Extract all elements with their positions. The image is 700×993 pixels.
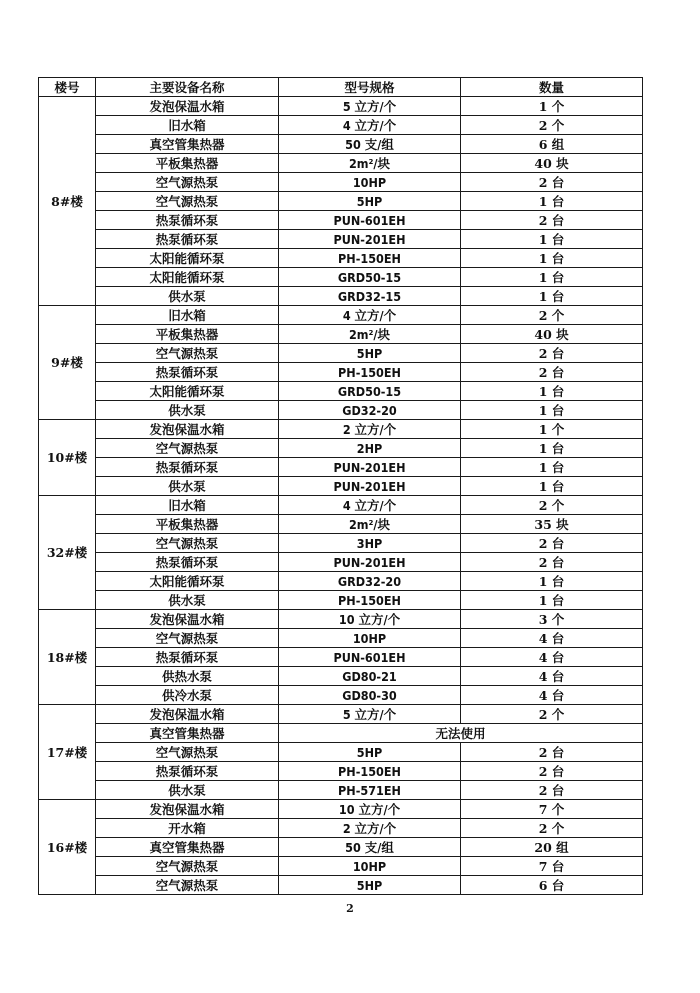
equipment-name-cell: 平板集热器 <box>96 154 279 173</box>
building-cell: 18#楼 <box>39 610 96 705</box>
quantity-cell: 20 组 <box>461 838 643 857</box>
equipment-name-cell: 太阳能循环泵 <box>96 268 279 287</box>
equipment-name-cell: 供水泵 <box>96 287 279 306</box>
table-row <box>39 249 643 268</box>
quantity-cell: 1 台 <box>461 439 643 458</box>
model-spec-cell: 5HP <box>279 344 461 363</box>
quantity-cell: 2 台 <box>461 553 643 572</box>
model-spec-cell: 50 支/组 <box>279 135 461 154</box>
table-row <box>39 135 643 154</box>
equipment-name-cell: 热泵循环泵 <box>96 230 279 249</box>
table-row <box>39 325 643 344</box>
model-spec-cell: 4 立方/个 <box>279 496 461 515</box>
equipment-name-cell: 太阳能循环泵 <box>96 249 279 268</box>
table-row <box>39 648 643 667</box>
equipment-name-cell: 发泡保温水箱 <box>96 610 279 629</box>
model-spec-cell: GRD50-15 <box>279 382 461 401</box>
quantity-cell: 1 台 <box>461 287 643 306</box>
equipment-name-cell: 供水泵 <box>96 781 279 800</box>
equipment-table <box>38 77 643 895</box>
building-cell: 9#楼 <box>39 306 96 420</box>
quantity-cell: 1 台 <box>461 268 643 287</box>
equipment-name-cell: 热泵循环泵 <box>96 648 279 667</box>
table-row <box>39 876 643 895</box>
quantity-cell: 7 台 <box>461 857 643 876</box>
equipment-name-cell: 空气源热泵 <box>96 534 279 553</box>
quantity-cell: 1 台 <box>461 477 643 496</box>
quantity-cell: 4 台 <box>461 648 643 667</box>
table-row <box>39 838 643 857</box>
model-spec-cell: 10 立方/个 <box>279 800 461 819</box>
equipment-name-cell: 旧水箱 <box>96 306 279 325</box>
header-equipment-name: 主要设备名称 <box>96 78 279 97</box>
model-spec-cell: PUN-201EH <box>279 230 461 249</box>
quantity-cell: 7 个 <box>461 800 643 819</box>
equipment-name-cell: 发泡保温水箱 <box>96 97 279 116</box>
equipment-name-cell: 发泡保温水箱 <box>96 420 279 439</box>
equipment-name-cell: 旧水箱 <box>96 116 279 135</box>
table-row <box>39 667 643 686</box>
model-spec-cell: 4 立方/个 <box>279 116 461 135</box>
table-row <box>39 781 643 800</box>
header-building: 楼号 <box>39 78 96 97</box>
model-spec-cell: GD80-21 <box>279 667 461 686</box>
table-row <box>39 439 643 458</box>
table-row <box>39 686 643 705</box>
model-spec-cell: PUN-201EH <box>279 553 461 572</box>
equipment-name-cell: 真空管集热器 <box>96 724 279 743</box>
equipment-name-cell: 空气源热泵 <box>96 344 279 363</box>
equipment-name-cell: 发泡保温水箱 <box>96 800 279 819</box>
model-spec-cell: 2 立方/个 <box>279 420 461 439</box>
equipment-name-cell: 太阳能循环泵 <box>96 382 279 401</box>
table-header-row <box>39 78 643 97</box>
model-spec-cell: PUN-601EH <box>279 211 461 230</box>
model-spec-cell: PH-150EH <box>279 363 461 382</box>
quantity-cell: 2 台 <box>461 762 643 781</box>
table-row <box>39 572 643 591</box>
model-spec-cell: 10HP <box>279 857 461 876</box>
table-row <box>39 534 643 553</box>
building-cell: 16#楼 <box>39 800 96 895</box>
equipment-name-cell: 供水泵 <box>96 477 279 496</box>
model-spec-cell: 5HP <box>279 192 461 211</box>
table-row <box>39 515 643 534</box>
quantity-cell: 6 台 <box>461 876 643 895</box>
model-spec-cell: 5 立方/个 <box>279 705 461 724</box>
model-spec-cell: PUN-601EH <box>279 648 461 667</box>
table-row <box>39 306 643 325</box>
table-row <box>39 800 643 819</box>
equipment-name-cell: 供水泵 <box>96 591 279 610</box>
table-row <box>39 211 643 230</box>
table-row <box>39 420 643 439</box>
model-spec-cell: GD80-30 <box>279 686 461 705</box>
quantity-cell: 2 个 <box>461 496 643 515</box>
equipment-name-cell: 发泡保温水箱 <box>96 705 279 724</box>
table-row <box>39 116 643 135</box>
quantity-cell: 1 台 <box>461 401 643 420</box>
table-row <box>39 496 643 515</box>
table-row <box>39 154 643 173</box>
quantity-cell: 2 台 <box>461 781 643 800</box>
quantity-cell: 1 台 <box>461 382 643 401</box>
equipment-name-cell: 平板集热器 <box>96 515 279 534</box>
table-row <box>39 458 643 477</box>
table-row <box>39 382 643 401</box>
equipment-name-cell: 真空管集热器 <box>96 135 279 154</box>
quantity-cell: 4 台 <box>461 686 643 705</box>
model-spec-cell: 10HP <box>279 629 461 648</box>
model-spec-cell: GRD50-15 <box>279 268 461 287</box>
table-row <box>39 287 643 306</box>
quantity-cell: 40 块 <box>461 154 643 173</box>
header-quantity: 数量 <box>461 78 643 97</box>
table-row <box>39 477 643 496</box>
equipment-name-cell: 空气源热泵 <box>96 192 279 211</box>
equipment-name-cell: 空气源热泵 <box>96 876 279 895</box>
model-spec-cell: PUN-201EH <box>279 458 461 477</box>
quantity-cell: 1 台 <box>461 230 643 249</box>
model-spec-cell: 2m²/块 <box>279 515 461 534</box>
equipment-name-cell: 空气源热泵 <box>96 173 279 192</box>
building-cell: 32#楼 <box>39 496 96 610</box>
equipment-name-cell: 开水箱 <box>96 819 279 838</box>
model-spec-cell: PH-150EH <box>279 762 461 781</box>
merged-note-cell: 无法使用 <box>279 724 643 743</box>
equipment-name-cell: 真空管集热器 <box>96 838 279 857</box>
table-row <box>39 344 643 363</box>
model-spec-cell: 5 立方/个 <box>279 97 461 116</box>
table-row <box>39 173 643 192</box>
model-spec-cell: 4 立方/个 <box>279 306 461 325</box>
building-cell: 10#楼 <box>39 420 96 496</box>
quantity-cell: 2 台 <box>461 743 643 762</box>
quantity-cell: 2 个 <box>461 819 643 838</box>
quantity-cell: 1 台 <box>461 591 643 610</box>
table-row <box>39 610 643 629</box>
model-spec-cell: 50 支/组 <box>279 838 461 857</box>
quantity-cell: 2 个 <box>461 306 643 325</box>
equipment-name-cell: 空气源热泵 <box>96 857 279 876</box>
table-row <box>39 553 643 572</box>
equipment-name-cell: 热泵循环泵 <box>96 211 279 230</box>
equipment-name-cell: 太阳能循环泵 <box>96 572 279 591</box>
model-spec-cell: 2m²/块 <box>279 325 461 344</box>
table-row <box>39 401 643 420</box>
equipment-name-cell: 热泵循环泵 <box>96 363 279 382</box>
model-spec-cell: 2m²/块 <box>279 154 461 173</box>
table-row <box>39 724 643 743</box>
quantity-cell: 35 块 <box>461 515 643 534</box>
quantity-cell: 4 台 <box>461 667 643 686</box>
quantity-cell: 1 台 <box>461 192 643 211</box>
quantity-cell: 6 组 <box>461 135 643 154</box>
building-cell: 17#楼 <box>39 705 96 800</box>
quantity-cell: 2 个 <box>461 116 643 135</box>
quantity-cell: 2 台 <box>461 534 643 553</box>
model-spec-cell: 2 立方/个 <box>279 819 461 838</box>
building-cell: 8#楼 <box>39 97 96 306</box>
model-spec-cell: PUN-201EH <box>279 477 461 496</box>
equipment-name-cell: 空气源热泵 <box>96 439 279 458</box>
table-row <box>39 743 643 762</box>
model-spec-cell: PH-571EH <box>279 781 461 800</box>
model-spec-cell: PH-150EH <box>279 591 461 610</box>
table-row <box>39 705 643 724</box>
table-row <box>39 591 643 610</box>
quantity-cell: 2 台 <box>461 173 643 192</box>
model-spec-cell: GD32-20 <box>279 401 461 420</box>
quantity-cell: 1 台 <box>461 458 643 477</box>
model-spec-cell: 5HP <box>279 743 461 762</box>
equipment-name-cell: 供热水泵 <box>96 667 279 686</box>
quantity-cell: 1 台 <box>461 572 643 591</box>
quantity-cell: 2 台 <box>461 363 643 382</box>
table-row <box>39 857 643 876</box>
quantity-cell: 2 台 <box>461 211 643 230</box>
model-spec-cell: PH-150EH <box>279 249 461 268</box>
model-spec-cell: 3HP <box>279 534 461 553</box>
table-row <box>39 230 643 249</box>
quantity-cell: 40 块 <box>461 325 643 344</box>
model-spec-cell: 10HP <box>279 173 461 192</box>
model-spec-cell: GRD32-20 <box>279 572 461 591</box>
equipment-name-cell: 供冷水泵 <box>96 686 279 705</box>
model-spec-cell: 10 立方/个 <box>279 610 461 629</box>
table-row <box>39 762 643 781</box>
quantity-cell: 2 个 <box>461 705 643 724</box>
table-row <box>39 819 643 838</box>
table-row <box>39 363 643 382</box>
equipment-name-cell: 热泵循环泵 <box>96 458 279 477</box>
equipment-name-cell: 空气源热泵 <box>96 629 279 648</box>
quantity-cell: 4 台 <box>461 629 643 648</box>
table-row <box>39 268 643 287</box>
table-row <box>39 192 643 211</box>
model-spec-cell: 2HP <box>279 439 461 458</box>
table-row <box>39 97 643 116</box>
quantity-cell: 1 个 <box>461 97 643 116</box>
model-spec-cell: GRD32-15 <box>279 287 461 306</box>
model-spec-cell: 5HP <box>279 876 461 895</box>
equipment-name-cell: 热泵循环泵 <box>96 553 279 572</box>
equipment-name-cell: 热泵循环泵 <box>96 762 279 781</box>
quantity-cell: 1 个 <box>461 420 643 439</box>
equipment-name-cell: 平板集热器 <box>96 325 279 344</box>
quantity-cell: 2 台 <box>461 344 643 363</box>
quantity-cell: 3 个 <box>461 610 643 629</box>
header-model-spec: 型号规格 <box>279 78 461 97</box>
page-number: 2 <box>346 902 354 915</box>
quantity-cell: 1 台 <box>461 249 643 268</box>
equipment-name-cell: 空气源热泵 <box>96 743 279 762</box>
table-body <box>39 97 643 895</box>
table-row <box>39 629 643 648</box>
equipment-name-cell: 供水泵 <box>96 401 279 420</box>
equipment-name-cell: 旧水箱 <box>96 496 279 515</box>
